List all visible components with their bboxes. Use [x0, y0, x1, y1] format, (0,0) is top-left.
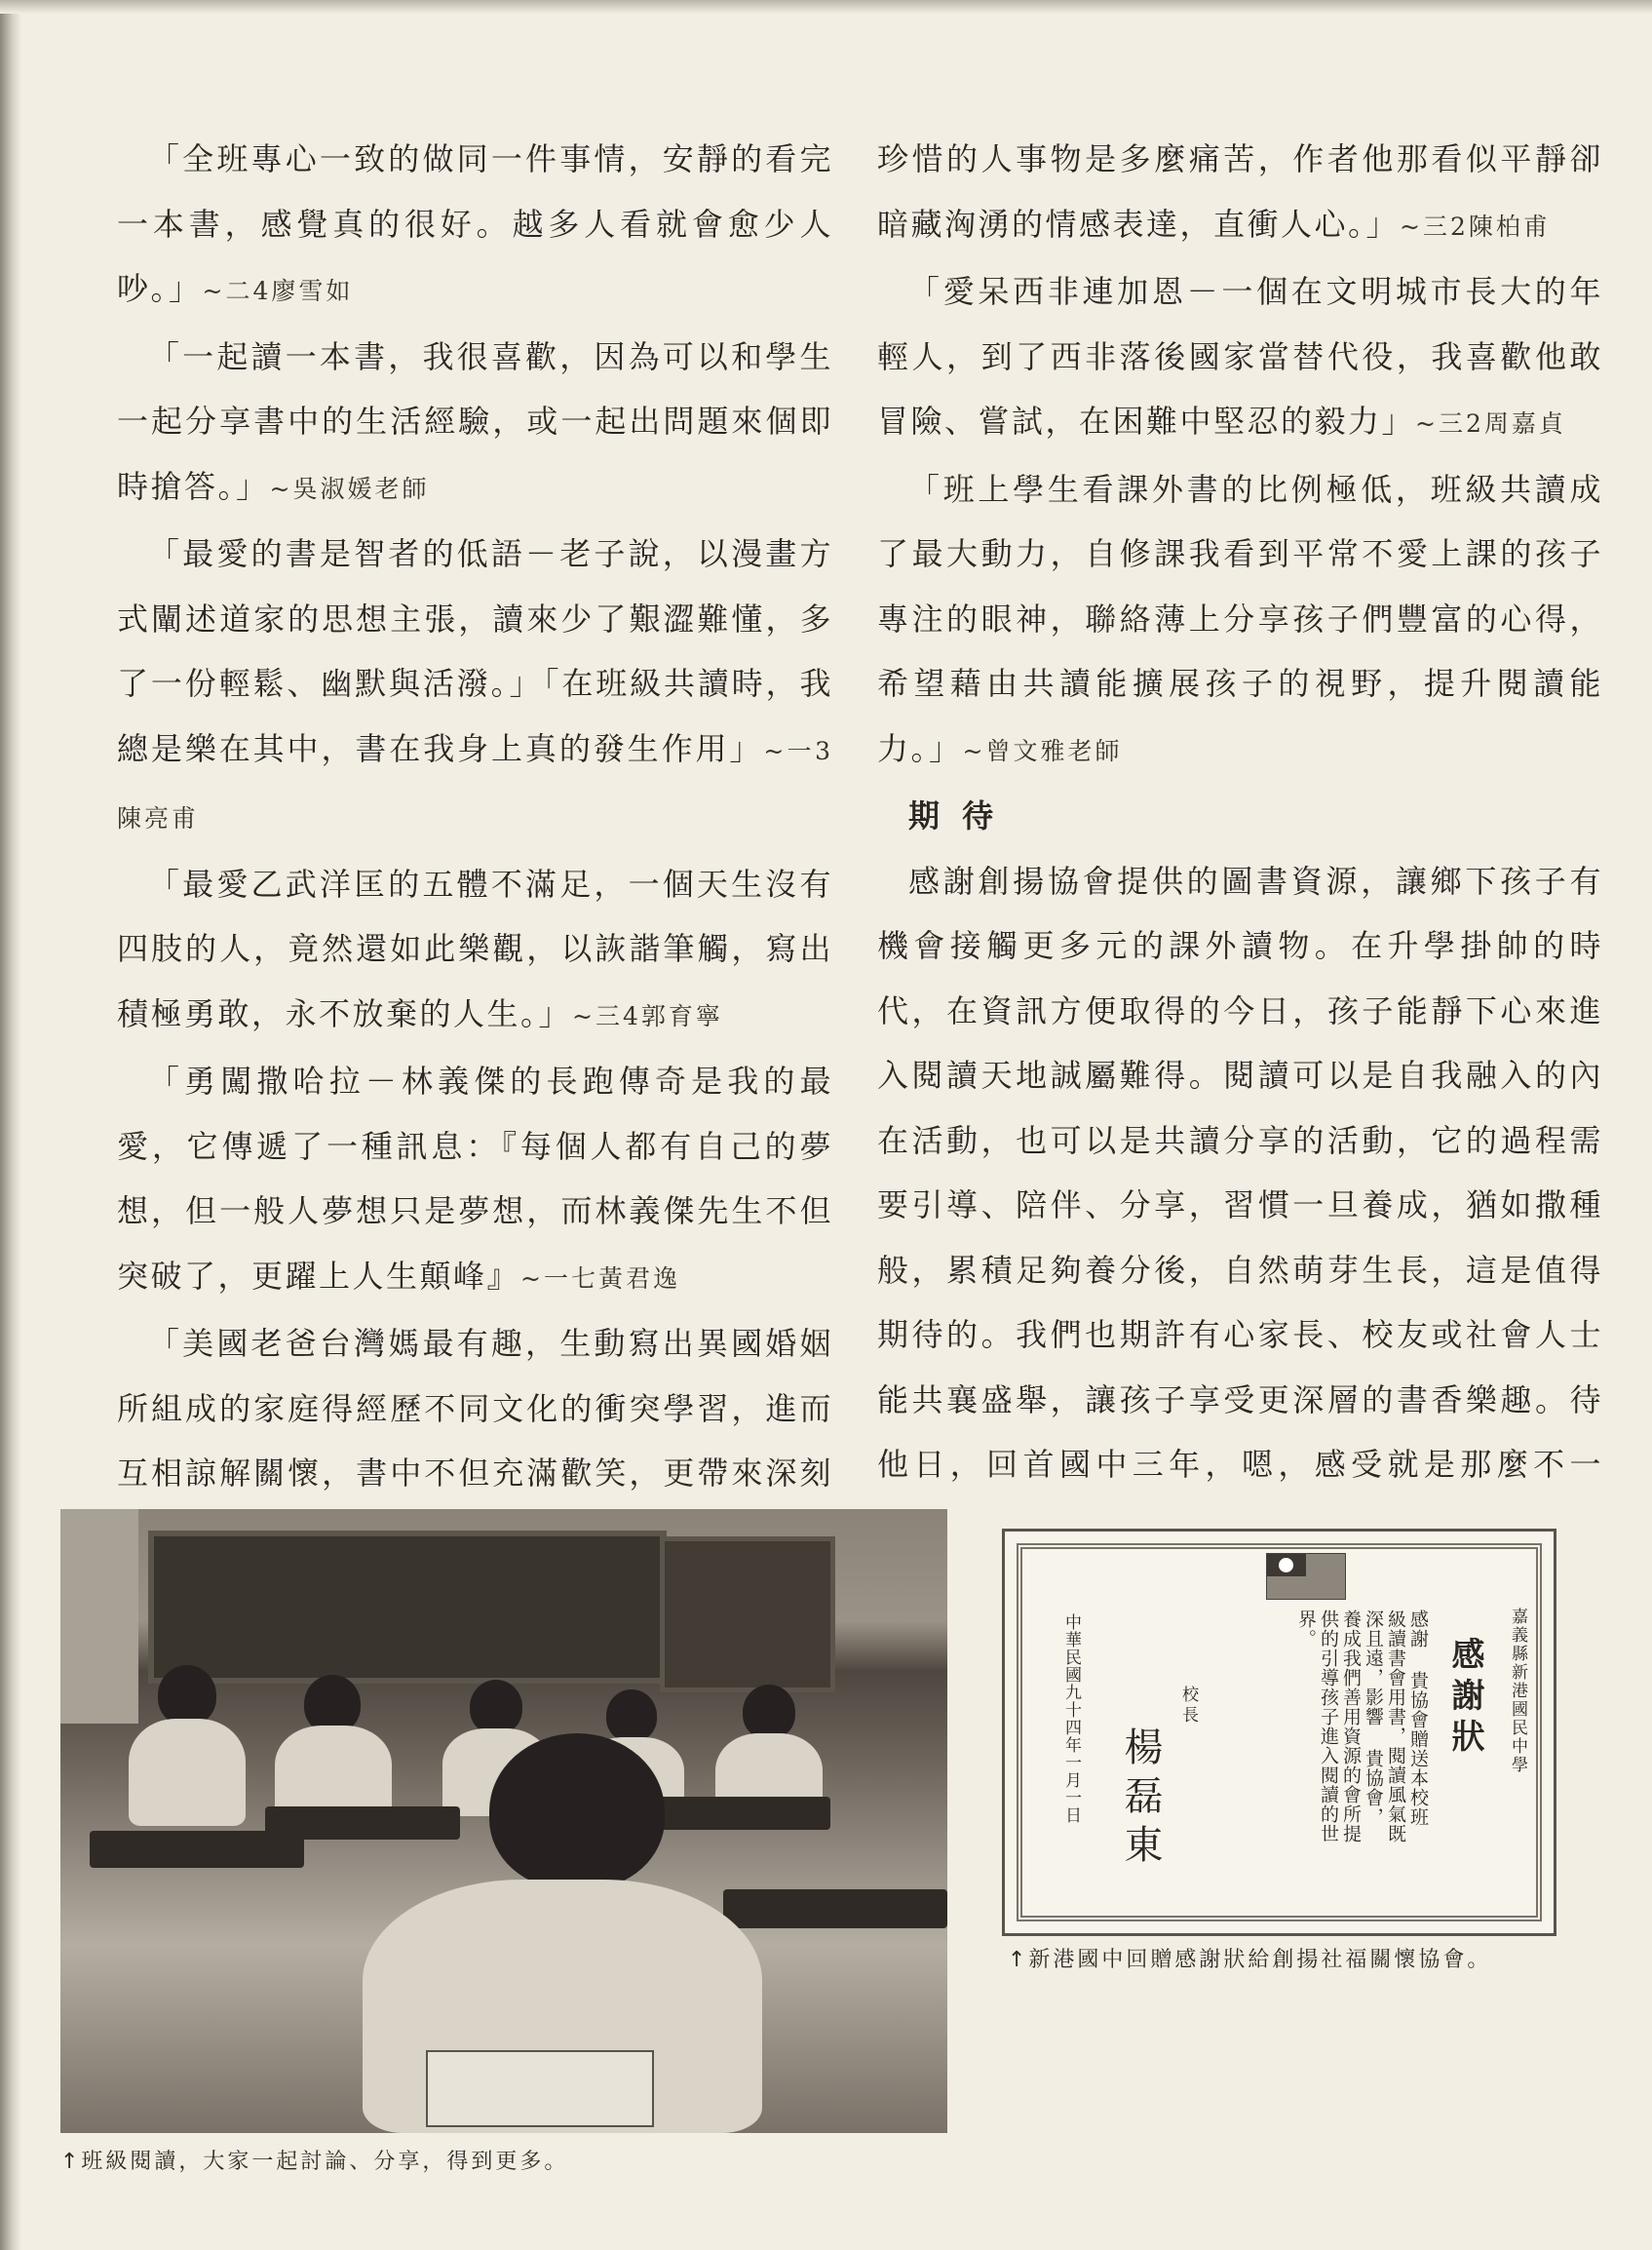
right-text-column [877, 127, 1603, 1562]
quote-paragraph: 「美國老爸台灣媽最有趣，生動寫出異國婚姻所組成的家庭得經歷不同文化的衝突學習，進而互相諒解關懷，書中不但充滿歡笑，更帶來深刻 [117, 1311, 833, 1573]
certificate-title: 感謝狀 [1445, 1637, 1484, 1760]
photo-caption: ↑班級閱讀，大家一起討論、分享，得到更多。 [60, 2150, 569, 2174]
certificate-border [1017, 1543, 1542, 1921]
bulletin-board [148, 1531, 667, 1684]
quote-signature: ~三2陳柏甫 [1400, 212, 1551, 241]
page-edge-shadow [0, 0, 21, 2250]
left-text-column [117, 127, 833, 1639]
certificate-signatory: 楊磊東 [1118, 1726, 1163, 1873]
quote-paragraph: 「全班專心一致的做同一件事情，安靜的看完一本書，感覺真的很好。越多人看就會愈少人吵。」~二4廖雪如 [117, 140, 833, 307]
classroom-photo [60, 1509, 947, 2133]
page-top-shadow [0, 0, 1652, 14]
body-paragraph: 感謝創揚協會提供的圖書資源，讓鄉下孩子有機會接觸更多元的課外讀物。在升學掛帥的時代，在資訊方便取得的今日，孩子能靜下心來進入閱讀天地誠屬難得。閱讀可以是自我融入的內在活動，也可以是共讀分享的活動，它的過程需要引導、陪伴、分享，習慣一旦養成，猶如撒種般，累積足夠養分後，自然萌芽生長，這是值得期待的。我們也期許有心家長、校友或社會人士能共襄盛舉，讓孩子享受更深層的書香樂趣。待他日，回首國中三年，嗯，感受就是那麼不一 [877, 862, 1603, 1483]
section-heading: 期 待 [908, 797, 1000, 834]
thank-you-certificate [1002, 1529, 1556, 1936]
quote-signature: ~三4郭育寧 [572, 1001, 723, 1030]
book [426, 2050, 654, 2127]
quote-paragraph: 「勇闖撒哈拉－林義傑的長跑傳奇是我的最愛，它傳遞了一種訊息：『每個人都有自己的夢想，但一般人夢想只是夢想，而林義傑先生不但突破了，更躍上人生顛峰』~一七黃君逸 [117, 1063, 833, 1295]
quote-signature: ~一3陳亮甫 [117, 736, 833, 833]
certificate-date: 中華民國九十四年一月一日 [1061, 1613, 1081, 1824]
quote-signature: ~曾文雅老師 [962, 736, 1123, 765]
quote-signature: ~吳淑媛老師 [269, 474, 430, 503]
quote-signature: ~一七黃君逸 [520, 1263, 680, 1293]
certificate-caption: ↑新港國中回贈感謝狀給創揚社福關懷協會。 [1008, 1948, 1492, 1972]
quote-signature: ~二4廖雪如 [202, 277, 354, 305]
certificate-body: 感謝 貴協會贈送本校班級讀書會用書，閱讀風氣既深且遠，影響 貴協會，養成我們善用資源的會所提供的引導孩子進入閱讀的世界。 [1295, 1610, 1429, 1843]
certificate-school: 嘉義縣新港國民中學 [1508, 1608, 1527, 1774]
certificate-role: 校長 [1178, 1686, 1198, 1726]
quote-paragraph: 珍惜的人事物是多麼痛苦，作者他那看似平靜卻暗藏洶湧的情感表達，直衝人心。」~三2陳柏甫 [877, 140, 1603, 243]
quote-paragraph: 「一起讀一本書，我很喜歡，因為可以和學生一起分享書中的生活經驗，或一起出問題來個即時搶答。」~吳淑媛老師 [117, 337, 833, 505]
bulletin-board [660, 1536, 835, 1692]
quote-paragraph: 「班上學生看課外書的比例極低，班級共讀成了最大動力，自修課我看到平常不愛上課的孩子專注的眼神，聯絡薄上分享孩子們豐富的心得，希望藉由共讀能擴展孩子的視野，提升閱讀能力。」~曾文雅老師 [877, 470, 1603, 767]
quote-paragraph: 「最愛乙武洋匡的五體不滿足，一個天生沒有四肢的人，竟然還如此樂觀，以詼諧筆觸，寫出積極勇敢，永不放棄的人生。」~三4郭育寧 [117, 865, 833, 1032]
flag-icon [1266, 1553, 1346, 1600]
quote-paragraph: 「最愛的書是智者的低語－老子說，以漫畫方式闡述道家的思想主張，讀來少了艱澀難懂，多了一份輕鬆、幽默與活潑。」「在班級共讀時，我總是樂在其中，書在我身上真的發生作用」~一3陳亮甫 [117, 535, 833, 833]
quote-signature: ~三2周嘉貞 [1415, 409, 1566, 438]
quote-paragraph: 「愛呆西非連加恩－一個在文明城市長大的年輕人，到了西非落後國家當替代役，我喜歡他敢冒險、嘗試，在困難中堅忍的毅力」~三2周嘉貞 [877, 273, 1603, 440]
